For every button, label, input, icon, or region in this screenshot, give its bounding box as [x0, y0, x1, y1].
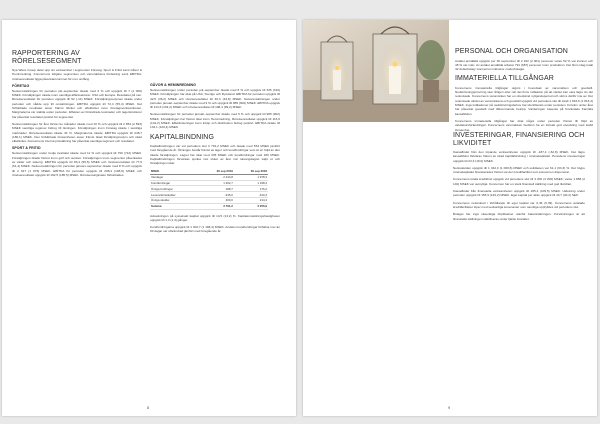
- rapportering-heading: RAPPORTERING AV RÖRELSESEGMENT: [12, 50, 82, 65]
- gavor-text-2: Nettoomsättningen för perioden januari–september ökade med 5 % och uppgick till 985 (902) MSEK. Försäljningen har främst ökat inom Heminredning. Rörelseresultatet uppgick till 113,6 (104,2) MSEK. Effektiviseringar inom inköp och distribution bidrog positivt. EBITDA ökade till 132,1 (120,4) MSEK.: [150, 112, 280, 130]
- immateriella-text: Koncernens immateriella tillgångar utgörs i huvudsak av varumärken och goodwill. Nedskrivningsprövning sker årligen eller när det finns indikation på att värdet kan vara lägre än det redovisade. Koncernens varumärken har en obestämd nyttjandeperiod och skrivs därför inte av. Det redovisade värdet av varumärkena och goodwill uppgick vid periodens slut till totalt 1 843,6 (1 816,4) MSEK. Inga indikationer på nedskrivningsbehov har identifierats under perioden. Förvärv under året har påverkat goodwill med tillkommande belopp. Värderingen baseras på förväntade framtida kassaflöden.: [455, 85, 593, 116]
- page-number-left: 8: [147, 405, 150, 410]
- table-header-cell: MSEK: [150, 169, 200, 175]
- personal-text: Antalet anställda uppgick per 30 september till 2 152 (2 061) personer varav 52 % var kvinnor och 48 % var män. Av antalet anställda arbetar 791 (687) personer inom produktion. Det finns idag totalt 42 dotterbolag i koncernen inklusive moderbolaget.: [455, 58, 593, 72]
- right-column-2: [455, 48, 593, 135]
- foretag-title: FÖRETAG: [12, 83, 30, 88]
- left-column-2: [150, 80, 280, 237]
- table-cell: 176,2: [234, 186, 268, 192]
- kapital-after-text-2: Kundfordringarna uppgick till 1 302,7 (1 198,4) MSEK. Andelen kundfordringar förfallna mer än 60 dagar var oförändrad jämfört med föregående år.: [150, 225, 280, 234]
- page-number-right: 9: [448, 405, 451, 410]
- candle-lantern-photo: [303, 20, 449, 122]
- lantern-image: [303, 20, 449, 122]
- investeringar-p6: Bolaget har inga väsentliga förpliktelser utanför balansräkningen. Förväntningen är att finansiella ställningen stabiliseras under fjärde kvartalet.: [453, 212, 585, 221]
- gavor-text: Nettoomsättningen under perioden juli–september ökade med 8 % och uppgick till 335 (310) MSEK. Försäljningen har ökat på USA, Sverige och Ryssland. EBITDA för perioden uppgick till 42,5 (36,2) MSEK och rörelseresultatet till 40,3 (34,8) MSEK. Nettoomsättningen under perioden januari–september ökade med 9 % och uppgick till 985 (902) MSEK. EBITDA uppgick till 113,6 (104,2) MSEK och rörelseresultatet till 108,4 (99,2) MSEK.: [150, 88, 281, 110]
- kapitalbindning-heading: KAPITALBINDNING: [150, 133, 214, 141]
- rapportering-intro: Nya Wave Group delar upp sin verksamhet i segmenten Företag, Sport & Fritid samt Gåvor & Heminredning. Koncernens tidigare segmenten och varumärkena fördelning samt EBITDA, rörelseresultatet ligga påverkansrummet för mer omfång.: [12, 68, 142, 81]
- page-left: [2, 20, 296, 416]
- table-cell: 3 791,2: [200, 203, 234, 209]
- table-header-cell: 30 sep 2018: [234, 169, 268, 175]
- investeringar-p1: Kassaflödet från den löpande verksamheten uppgick till -187,4 (-62,8) MSEK. Det lägre kassaflödet förklaras främst av ökad kapitalbindning i rörelsekapitalet. Periodens investeringar uppgick till 23,3 (19,0) MSEK.: [453, 150, 585, 163]
- gavor-title: GÅVOR & HEMINREDNING: [150, 83, 196, 87]
- investeringar-p5: Koncernens nettoskuld i förhållande till eget kapital var 0,46 (0,39). Koncernens avtalade kreditfaciliteter löper med sedvanliga kovenanter som samtliga uppfylldes vid periodens slut.: [453, 200, 585, 209]
- table-cell: -345,0: [200, 192, 234, 198]
- kapitalbindning-table: [150, 169, 268, 210]
- table-total-row: [150, 203, 268, 209]
- table-cell: 3 256,9: [234, 203, 268, 209]
- table-cell: 2 244,8: [200, 174, 234, 180]
- table-cell: 188,7: [200, 186, 234, 192]
- table-header-cell: 30 sep 2019: [200, 169, 234, 175]
- immateriella-heading: IMMATERIELLA TILLGÅNGAR: [455, 75, 554, 83]
- investeringar-p2: Nettoskulden uppgick till 1 342,0 (1 060,6) MSEK och soliditeten var 61,1 (63,3) %. Det högre rörelsekapitalet finansierades främst via den kreditfacilitet som koncernen disponerar.: [453, 165, 585, 175]
- sport-fritid-text: Nettoomsättningen under tredje kvartalet ökade med 11 % och uppgick till 790 (712) MSEK. Försäljningen ökade främst inom golf och outdoor. Försäljningen inom segmentet påverkades av väder och säsong. EBITDA uppgick till 83,4 (56,5) MSEK och rörelseresultatet till 77,9 (61,4) MSEK. Nettoomsättningen för perioden januari–september ökade med 8 % och uppgick till 2 017 (1 876) MSEK. EBITDA för perioden uppgick till 208,4 (198,6) MSEK och rörelseresultatet uppgick till 192,5 (185,5) MSEK. Rörelsemarginalen förbättrades.: [12, 151, 142, 177]
- table-cell: Övriga skulder: [150, 197, 200, 203]
- sport-fritid-title: SPORT & FRITID: [12, 146, 41, 151]
- table-cell: 1 978,3: [234, 174, 268, 180]
- table-cell: 1 198,4: [234, 180, 268, 186]
- table-cell: Varulager: [150, 174, 200, 180]
- investeringar-p4: Kassaflödet från finansiella verksamheten uppgick till 205,2 (109,5) MSEK. Utdelning under perioden uppgick till 165,9 (149,2) MSEK. Eget kapital per aktie uppgick till 43,7 (40,2) SEK.: [453, 189, 585, 198]
- kapitalbindning-text: Kapitalbindningen var vid periodens slut 3 791,2 MSEK och ökade med 534 MSEK jämfört med föregående år. Ökningen består främst av lager och kundfordringar som är en följd av den ökade försäljningen. Lagret har ökat med 345 MSEK och kundfordringar med 180 MSEK. Kapitalbindningen förväntas sjunka mot slutet av året när säsongslagret säljs ut och försäljningen ökar.: [150, 144, 280, 166]
- table-cell: Summa: [150, 203, 200, 209]
- kapital-after-text: Avkastningen på sysselsatt kapital uppgick till 14,5 (13,2) %. Kapitalomsättningshastigheten uppgick till 1,3 (1,3) gånger.: [150, 213, 280, 222]
- personal-heading: PERSONAL OCH ORGANISATION: [455, 48, 568, 55]
- table-cell: 214,4: [234, 197, 268, 203]
- table-cell: 1 302,7: [200, 180, 234, 186]
- investeringar-p3: Koncernens totala kreditlimit uppgick vid periodens slut till 3 200 (3 200) MSEK, varav 1 858 (2 140) MSEK var outnyttjat. Koncernen har en stark finansiell ställning med god likviditet.: [453, 177, 585, 186]
- left-column-1: [12, 50, 142, 180]
- table-cell: Övriga fordringar: [150, 186, 200, 192]
- right-column-1: [453, 132, 585, 224]
- table-cell: -310,4: [234, 192, 268, 198]
- table-cell: 400,0: [200, 197, 234, 203]
- table-cell: Leverantörsskulder: [150, 192, 200, 198]
- table-cell: Kundfordringar: [150, 180, 200, 186]
- investeringar-heading: INVESTERINGAR, FINANSIERING OCH LIKVIDITET: [453, 132, 585, 147]
- foretag-text-2: Nettoomsättningen för året första nio månader ökade med 10 % och uppgick till 2 854 (2 593) MSEK samtliga regioner bidrog till ökningen. Försäljningen inom Företag ökade i samtliga marknader. Rörelseresultatet ökade 34 %. Marginalerna ökade. EBITDA uppgick till 248,7 (180,1) MSEK. Den förbättrade lönsamheten avser främst ökad försäljningsvolym och ökad effektivitet. Koncernens interna prissättning har påverkat samtliga segment och resultatet.: [12, 121, 142, 144]
- immateriella-text-2: Koncernens immateriella tillgångar har ökat något under perioden främst till följd av valutakursförändringar. Koncernens varumärken bedöms ha en fortsatt god utveckling med stabil lönsamhet.: [455, 118, 593, 132]
- foretag-text: Nettoomsättningen för perioden juli–september ökade med 6 % och uppgick till 7 (1 000) MSEK. Försäljningen ökade inom samtliga affärssektorer. USA och Europa. Resultatet på mer. Rörelseresultatet för perioden uppgick till 52 (-14) MSEK. Försäljningsvolymen ökade under perioden och nådde upp till omsättningen. EBITDA uppgick till 72,4 (55,4) MSEK. Det förbättrade resultatet avser främst tillväxt och effektivitet inom företagsverksamheten. Marginalerna var stabila under perioden. Effekten av förändrade kostnader och lagerstrukturer har påverkat resultatet positivt för segmentet.: [12, 88, 142, 119]
